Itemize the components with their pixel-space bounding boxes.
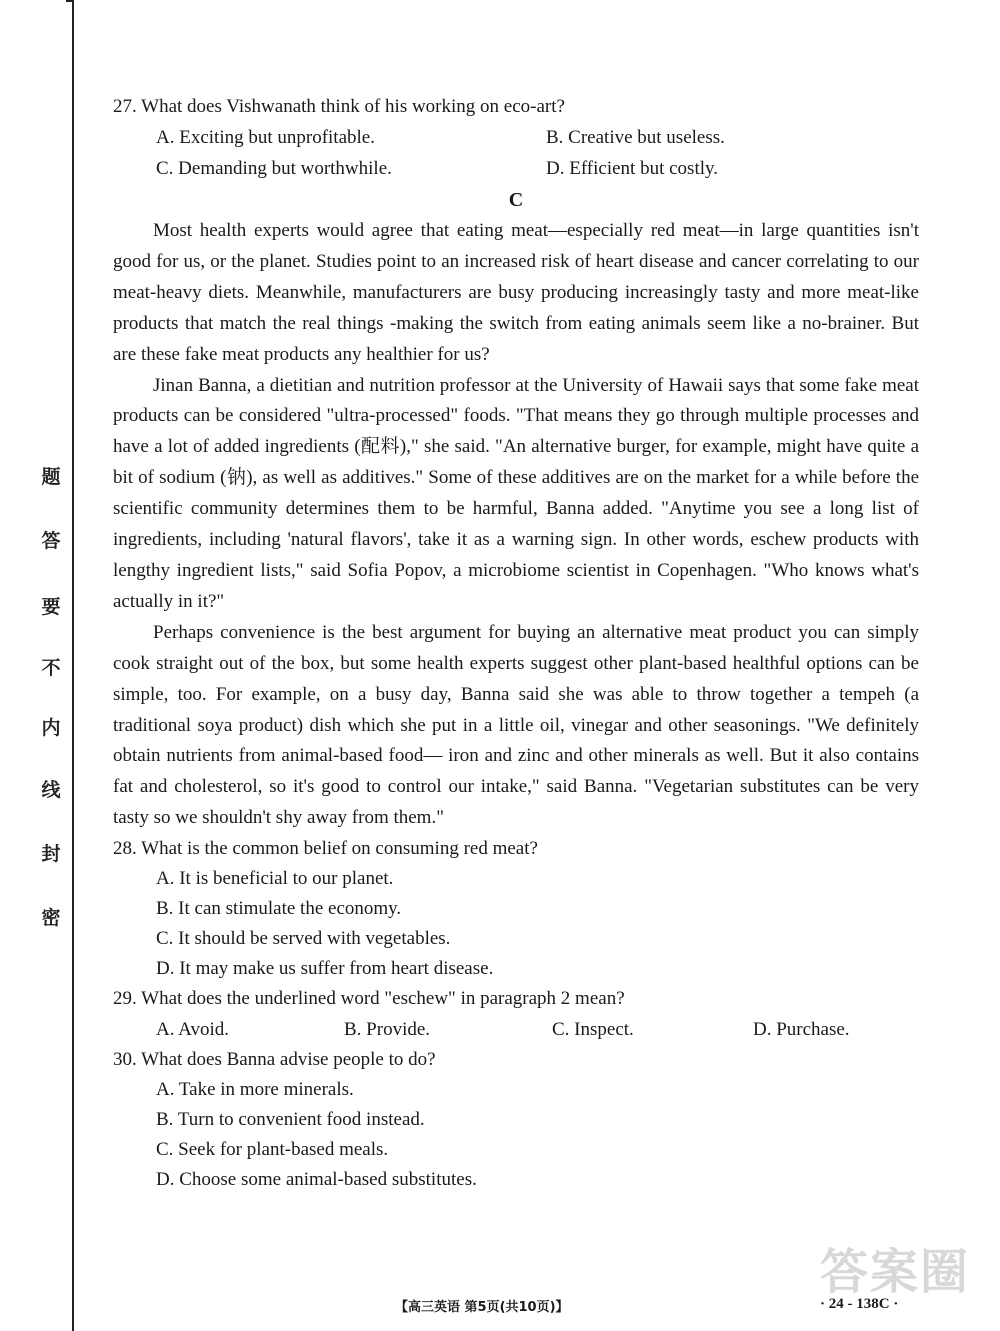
passage-paragraph: Jinan Banna, a dietitian and nutrition professor at the University of Hawaii says that some fake meat products can be considered "ultra-processed" foods. "That means they go through multiple processes and have a lot of added ingredients (配料)," she said. "An alternative burger, for example, might have quite a bit of sodium (钠), as well as additives." Some of these additives are on the market for a while before the scientific community determines them to be harmful, Banna added. "Anytime you see a long list of ingredients, including 'natural flavors', take it as a warning sign. In other words, eschew products with lengthy ingredient lists," said Sofia Popov, a microbiome scientist in Copenhagen. "Who knows what's actually in it?" bbox=[113, 374, 919, 612]
option-b: B. It can stimulate the economy. bbox=[156, 898, 402, 920]
option-a: A. Avoid. bbox=[156, 1019, 230, 1041]
option-d: D. Purchase. bbox=[753, 1019, 850, 1041]
option-a: A. Take in more minerals. bbox=[156, 1079, 354, 1101]
margin-label-char: 题 bbox=[41, 466, 61, 488]
margin-label-char: 线 bbox=[41, 779, 61, 801]
question-30 bbox=[113, 1045, 919, 1195]
question-29 bbox=[113, 984, 919, 1045]
option-b: B. Provide. bbox=[344, 1019, 431, 1041]
option-b: B. Turn to convenient food instead. bbox=[156, 1109, 425, 1131]
exam-page-content bbox=[113, 92, 919, 1195]
passage-paragraph: Perhaps convenience is the best argument for buying an alternative meat product you can simply cook straight out of the box, but some health experts suggest other plant-based healthful options can be simple, too. For example, on a busy day, Banna said she was able to throw together a tempeh (a traditional soya product) dish which she put in a little oil, vinegar and other seasonings. "We definitely obtain nutrients from animal-based food— iron and zinc and other minerals as well. But it also contains fat and cholesterol, so it's good to control our intake," said Banna. "Vegetarian substitutes can be very tasty so we shouldn't shy away from them." bbox=[113, 621, 919, 829]
option-a: A. It is beneficial to our planet. bbox=[156, 868, 394, 890]
margin-label-char: 答 bbox=[41, 530, 61, 552]
option-d: D. Efficient but costly. bbox=[546, 158, 719, 179]
question-27 bbox=[113, 92, 919, 184]
option-row bbox=[113, 122, 919, 153]
margin-label-char: 密 bbox=[41, 907, 61, 929]
question-28 bbox=[113, 834, 919, 984]
option-c: C. Seek for plant-based meals. bbox=[156, 1139, 389, 1161]
watermark-logo: 答案圈 bbox=[820, 1244, 971, 1300]
option-d: D. Choose some animal-based substitutes. bbox=[156, 1169, 477, 1191]
option-c: C. It should be served with vegetables. bbox=[156, 928, 451, 950]
option-a: A. Exciting but unprofitable. bbox=[156, 127, 375, 148]
footer-page-label: 【高三英语 第5页(共10页)】 bbox=[395, 1300, 569, 1315]
margin-label-char: 封 bbox=[41, 843, 61, 865]
margin-label-char: 要 bbox=[41, 596, 61, 618]
question-stem: 30. What does Banna advise people to do? bbox=[113, 1049, 436, 1071]
binding-line bbox=[72, 0, 74, 1331]
reading-passage bbox=[113, 216, 919, 834]
option-row bbox=[113, 153, 919, 184]
question-stem: 27. What does Vishwanath think of his working on eco-art? bbox=[113, 96, 565, 117]
option-c: C. Inspect. bbox=[552, 1019, 634, 1041]
option-d: D. It may make us suffer from heart disease. bbox=[156, 958, 494, 980]
question-stem: 29. What does the underlined word "eschew" in paragraph 2 mean? bbox=[113, 988, 625, 1010]
option-b: B. Creative but useless. bbox=[546, 127, 725, 148]
option-c: C. Demanding but worthwhile. bbox=[156, 158, 392, 179]
question-stem: 28. What is the common belief on consuming red meat? bbox=[113, 838, 538, 860]
margin-label-char: 不 bbox=[41, 657, 61, 679]
binding-line-tick bbox=[66, 0, 74, 2]
footer-code: · 24 - 138C · bbox=[820, 1296, 899, 1312]
section-label: C bbox=[508, 189, 524, 211]
passage-paragraph: Most health experts would agree that eating meat—especially red meat—in large quantities isn't good for us, or the planet. Studies point to an increased risk of heart disease and cancer correlating to our meat-heavy diets. Meanwhile, manufacturers are busy producing increasingly tasty and more meat-like products that match the real things -making the switch from eating animals seem like a no-brainer. But are these fake meat products any healthier for us? bbox=[113, 220, 919, 365]
margin-label-char: 内 bbox=[41, 717, 61, 739]
option-row bbox=[113, 1014, 919, 1045]
